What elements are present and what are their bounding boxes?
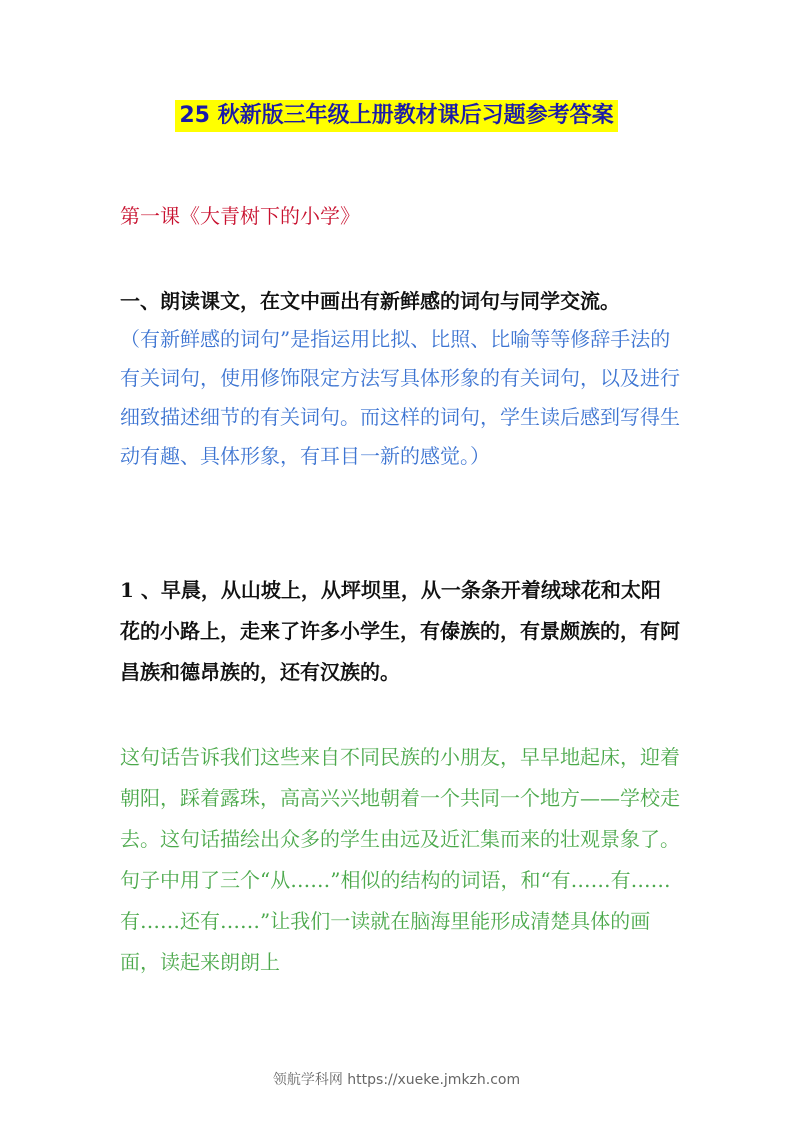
document-title: 25 秋新版三年级上册教材课后习题参考答案	[175, 100, 617, 132]
question-1: 一、朗读课文，在文中画出有新鲜感的词句与同学交流。	[120, 289, 620, 313]
footer-watermark: 领航学科网 https://xueke.jmkzh.com	[272, 1072, 521, 1088]
sentence-1-analysis: 这句话告诉我们这些来自不同民族的小朋友，早早地起床，迎着朝阳，踩着露珠，高高兴兴地朝着一个共同一个地方——学校走去。这句话描绘出众多的学生由远及近汇集而来的壮观景象了。句子中用了三个“从……”相似的结构的词语，和“有……有……有……还有……”让我们一读就在脑海里能形成清楚具体的画面，读起来朗朗上	[120, 745, 680, 974]
lesson-title: 第一课《大青树下的小学》	[120, 204, 360, 228]
title-wrapper	[0, 100, 793, 132]
sentence-1: 1 、早晨，从山坡上，从坪坝里，从一条条开着绒球花和太阳花的小路上，走来了许多小学生，有傣族的，有景颇族的，有阿昌族和德昂族的，还有汉族的。	[120, 578, 680, 684]
question-1-note: （有新鲜感的词句”是指运用比拟、比照、比喻等等修辞手法的有关词句，使用修饰限定方法写具体形象的有关词句，以及进行细致描述细节的有关词句。而这样的词句，学生读后感到写得生动有趣、具体形象，有耳目一新的感觉。）	[120, 327, 680, 468]
